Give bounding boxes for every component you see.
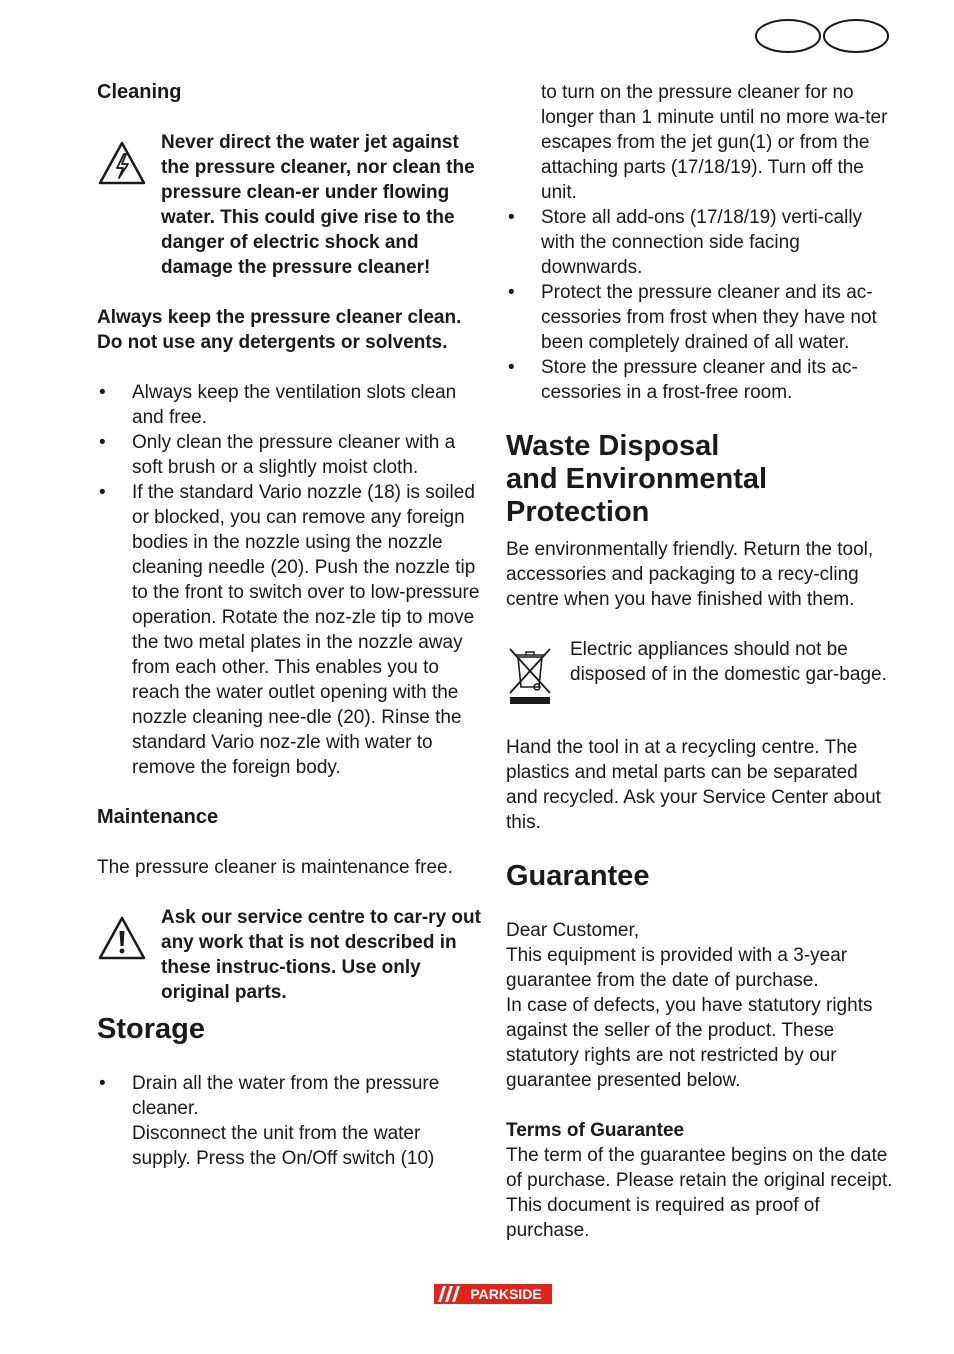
guarantee-salutation: Dear Customer, xyxy=(506,920,640,941)
terms-heading: Terms of Guarantee xyxy=(506,1120,685,1141)
waste-heading-line-1: Waste Disposal xyxy=(506,430,720,462)
caution-warning-icon xyxy=(97,905,161,966)
storage-bullet-continuation: Disconnect the unit from the water supply. Press the On/Off switch (10) xyxy=(132,1123,435,1169)
electric-shock-warning-icon xyxy=(97,130,161,191)
waste-heading-line-2: and Environmental xyxy=(506,463,768,495)
language-badge-1 xyxy=(756,20,820,52)
maintenance-warning-text: Ask our service centre to car-ry out any work that is not described in these instruc-tions. Use only original parts. xyxy=(161,907,481,1003)
storage-heading: Storage xyxy=(97,1013,205,1045)
terms-text: The term of the guarantee begins on the date of purchase. Please retain the original receipt. This document is required as proof of purchase. xyxy=(506,1145,893,1241)
guarantee-heading: Guarantee xyxy=(506,860,650,892)
list-item: • Store the pressure cleaner and its ac-cessories in a frost-free room. xyxy=(506,355,894,405)
right-column xyxy=(506,80,894,1243)
crossed-out-bin-icon xyxy=(506,637,570,710)
list-item: • Protect the pressure cleaner and its ac-cessories from frost when they have not been completely drained of all water. xyxy=(506,280,894,355)
cleaning-warning-block xyxy=(97,130,482,280)
weee-block xyxy=(506,637,894,710)
language-badges xyxy=(755,18,891,61)
list-item xyxy=(97,1071,482,1171)
waste-disposal-heading xyxy=(506,430,894,529)
list-item: • Always keep the ventilation slots clean and free. xyxy=(97,380,482,430)
storage-bullet-text: Drain all the water from the pressure cleaner. xyxy=(132,1073,440,1119)
cleaning-note: Always keep the pressure cleaner clean. Do not use any detergents or solvents. xyxy=(97,307,462,353)
parkside-logo xyxy=(434,1283,552,1310)
storage-list-continued xyxy=(506,80,894,405)
list-item: • Store all add-ons (17/18/19) verti-cally with the connection side facing downwards. xyxy=(506,205,894,280)
cleaning-list xyxy=(97,380,482,780)
guarantee-paragraph-2: In case of defects, you have statutory rights against the seller of the product. These statutory rights are not restricted by our guarantee presented below. xyxy=(506,995,873,1091)
brand-name: PARKSIDE xyxy=(470,1286,542,1302)
cleaning-heading: Cleaning xyxy=(97,81,182,103)
weee-text: Electric appliances should not be disposed of in the domestic gar-bage. xyxy=(570,639,887,685)
waste-heading-line-3: Protection xyxy=(506,496,650,528)
left-column xyxy=(97,80,482,1171)
storage-list xyxy=(97,1071,482,1171)
list-item: • If the standard Vario nozzle (18) is soiled or blocked, you can remove any foreign bodies in the nozzle using the nozzle cleaning needle (20). Push the nozzle tip to the front to switch over to low-pressure operation. Rotate the noz-zle tip to move the two metal plates in the nozzle away from each other. This enables you to reach the water outlet opening with the nozzle cleaning nee-dle (20). Rinse the standard Vario noz-zle with water to remove the foreign body. xyxy=(97,480,482,780)
waste-intro: Be environmentally friendly. Return the tool, accessories and packaging to a recy-cling centre when you have finished with them. xyxy=(506,539,874,610)
waste-hand-in-text: Hand the tool in at a recycling centre. The plastics and metal parts can be separated and recycled. Ask your Service Center about this. xyxy=(506,737,881,833)
maintenance-heading: Maintenance xyxy=(97,806,219,828)
cleaning-warning-text: Never direct the water jet against the pressure cleaner, nor clean the pressure clean-er under flowing water. This could give rise to the danger of electric shock and damage the pressure cleaner! xyxy=(161,132,475,278)
language-badge-2 xyxy=(824,20,888,52)
guarantee-paragraph-1: This equipment is provided with a 3-year guarantee from the date of purchase. xyxy=(506,945,848,991)
list-item: • Only clean the pressure cleaner with a soft brush or a slightly moist cloth. xyxy=(97,430,482,480)
list-item: to turn on the pressure cleaner for no longer than 1 minute until no more wa-ter escapes from the jet gun(1) or from the attaching parts (17/18/19). Turn off the unit. xyxy=(541,82,888,203)
maintenance-text: The pressure cleaner is maintenance free. xyxy=(97,857,453,878)
maintenance-warning-block xyxy=(97,905,482,1005)
